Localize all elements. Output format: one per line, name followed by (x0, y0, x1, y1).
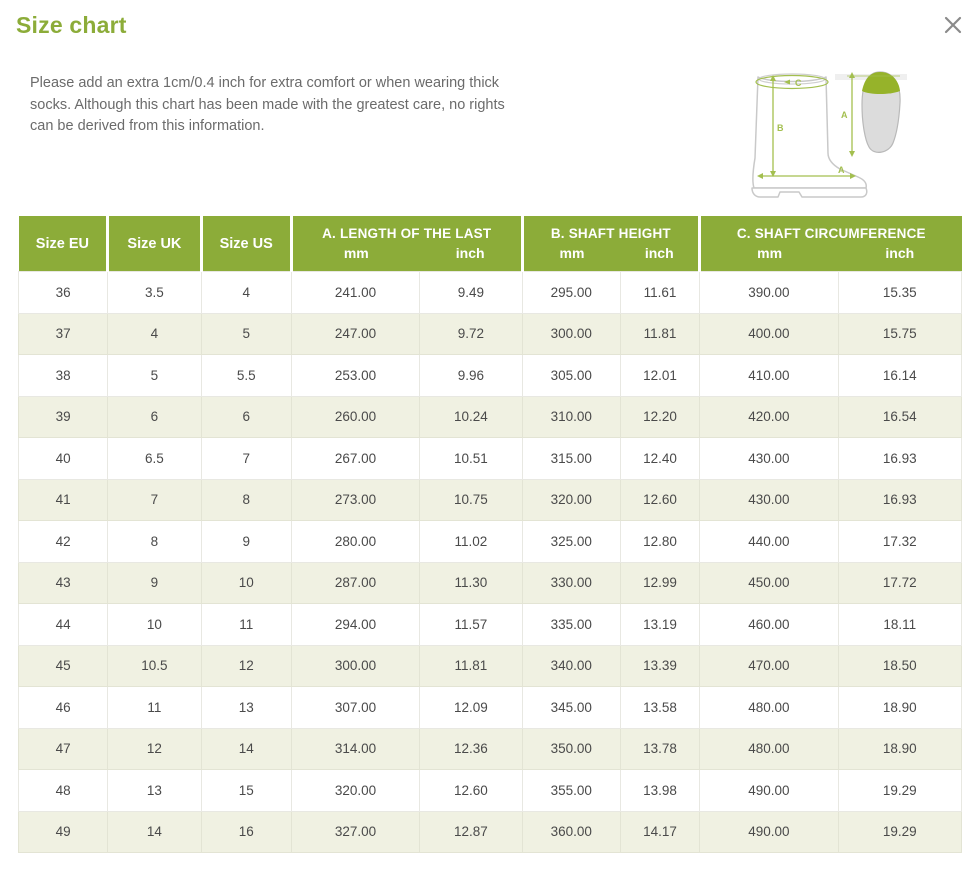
cell: 12.87 (420, 811, 522, 853)
cell: 11.81 (420, 645, 522, 687)
cell: 9.96 (420, 355, 522, 397)
cell: 241.00 (291, 272, 419, 314)
cell: 350.00 (522, 728, 620, 770)
cell: 5.5 (201, 355, 291, 397)
cell: 315.00 (522, 438, 620, 480)
cell: 430.00 (700, 438, 838, 480)
cell: 360.00 (522, 811, 620, 853)
cell: 39 (19, 396, 108, 438)
cell: 13.98 (620, 770, 699, 812)
table-row (19, 687, 962, 729)
boot-measurement-diagram (740, 63, 972, 208)
cell: 355.00 (522, 770, 620, 812)
column-header-length-mm: mm (291, 243, 419, 272)
cell: 11 (201, 604, 291, 646)
cell: 320.00 (522, 479, 620, 521)
column-group-shaft-height: B. SHAFT HEIGHT (522, 216, 700, 243)
table-row (19, 728, 962, 770)
cell: 300.00 (291, 645, 419, 687)
cell: 13 (201, 687, 291, 729)
cell: 16 (201, 811, 291, 853)
table-row (19, 272, 962, 314)
table-row (19, 396, 962, 438)
cell: 48 (19, 770, 108, 812)
cell: 42 (19, 521, 108, 563)
cell: 8 (201, 479, 291, 521)
table-row (19, 604, 962, 646)
table-row (19, 521, 962, 563)
cell: 18.90 (838, 728, 961, 770)
table-row (19, 313, 962, 355)
measure-a-label: A (838, 165, 845, 175)
cell: 267.00 (291, 438, 419, 480)
boot-outline (753, 77, 866, 188)
cell: 18.11 (838, 604, 961, 646)
cell: 13 (108, 770, 201, 812)
cell: 5 (201, 313, 291, 355)
cell: 13.78 (620, 728, 699, 770)
column-header-size-uk: Size UK (108, 216, 201, 272)
cell: 3.5 (108, 272, 201, 314)
cell: 15.35 (838, 272, 961, 314)
cell: 10.75 (420, 479, 522, 521)
column-header-size-us: Size US (201, 216, 291, 272)
cell: 15 (201, 770, 291, 812)
cell: 320.00 (291, 770, 419, 812)
cell: 4 (108, 313, 201, 355)
cell: 430.00 (700, 479, 838, 521)
cell: 12.09 (420, 687, 522, 729)
cell: 43 (19, 562, 108, 604)
cell: 18.50 (838, 645, 961, 687)
cell: 9 (201, 521, 291, 563)
sole-a-label: A (841, 110, 848, 120)
cell: 44 (19, 604, 108, 646)
cell: 253.00 (291, 355, 419, 397)
column-header-size-eu: Size EU (19, 216, 108, 272)
cell: 12.60 (420, 770, 522, 812)
cell: 295.00 (522, 272, 620, 314)
cell: 37 (19, 313, 108, 355)
cell: 490.00 (700, 770, 838, 812)
cell: 12.20 (620, 396, 699, 438)
cell: 10.24 (420, 396, 522, 438)
table-row (19, 438, 962, 480)
cell: 12.80 (620, 521, 699, 563)
cell: 19.29 (838, 811, 961, 853)
cell: 14 (201, 728, 291, 770)
cell: 9 (108, 562, 201, 604)
cell: 11.81 (620, 313, 699, 355)
cell: 307.00 (291, 687, 419, 729)
cell: 11.57 (420, 604, 522, 646)
column-group-length-of-last: A. LENGTH OF THE LAST (291, 216, 522, 243)
cell: 11 (108, 687, 201, 729)
cell: 470.00 (700, 645, 838, 687)
cell: 36 (19, 272, 108, 314)
cell: 4 (201, 272, 291, 314)
intro-section (0, 63, 980, 211)
cell: 460.00 (700, 604, 838, 646)
cell: 15.75 (838, 313, 961, 355)
table-row (19, 770, 962, 812)
measure-c-label: C (795, 78, 802, 88)
cell: 11.02 (420, 521, 522, 563)
cell: 410.00 (700, 355, 838, 397)
cell: 273.00 (291, 479, 419, 521)
cell: 305.00 (522, 355, 620, 397)
cell: 40 (19, 438, 108, 480)
cell: 10 (201, 562, 291, 604)
cell: 12.99 (620, 562, 699, 604)
cell: 17.32 (838, 521, 961, 563)
note-text: Please add an extra 1cm/0.4 inch for extra comfort or when wearing thick socks. Although this chart has been made with the greatest care, no rights can be derived from this information. (30, 75, 505, 134)
cell: 325.00 (522, 521, 620, 563)
cell: 13.39 (620, 645, 699, 687)
cell: 46 (19, 687, 108, 729)
cell: 8 (108, 521, 201, 563)
cell: 330.00 (522, 562, 620, 604)
cell: 327.00 (291, 811, 419, 853)
cell: 16.93 (838, 438, 961, 480)
column-header-circumference-inch: inch (838, 243, 961, 272)
cell: 260.00 (291, 396, 419, 438)
cell: 12.01 (620, 355, 699, 397)
measure-b-label: B (777, 123, 784, 133)
cell: 49 (19, 811, 108, 853)
cell: 7 (108, 479, 201, 521)
table-body (19, 272, 962, 853)
cell: 6 (108, 396, 201, 438)
cell: 12 (108, 728, 201, 770)
cell: 450.00 (700, 562, 838, 604)
close-button[interactable] (940, 12, 966, 38)
cell: 6 (201, 396, 291, 438)
cell: 19.29 (838, 770, 961, 812)
table-row (19, 479, 962, 521)
cell: 310.00 (522, 396, 620, 438)
cell: 14.17 (620, 811, 699, 853)
column-header-height-mm: mm (522, 243, 620, 272)
size-chart-table (18, 216, 962, 853)
cell: 480.00 (700, 728, 838, 770)
boot-sole-outline (752, 188, 867, 197)
table-row (19, 645, 962, 687)
cell: 18.90 (838, 687, 961, 729)
cell: 12 (201, 645, 291, 687)
cell: 12.36 (420, 728, 522, 770)
cell: 390.00 (700, 272, 838, 314)
cell: 440.00 (700, 521, 838, 563)
cell: 345.00 (522, 687, 620, 729)
cell: 16.14 (838, 355, 961, 397)
cell: 13.19 (620, 604, 699, 646)
cell: 400.00 (700, 313, 838, 355)
cell: 47 (19, 728, 108, 770)
cell: 9.72 (420, 313, 522, 355)
close-icon (942, 14, 964, 36)
cell: 16.54 (838, 396, 961, 438)
cell: 17.72 (838, 562, 961, 604)
cell: 340.00 (522, 645, 620, 687)
cell: 280.00 (291, 521, 419, 563)
cell: 10.5 (108, 645, 201, 687)
cell: 300.00 (522, 313, 620, 355)
cell: 12.40 (620, 438, 699, 480)
cell: 11.61 (620, 272, 699, 314)
page-title: Size chart (16, 12, 127, 38)
cell: 335.00 (522, 604, 620, 646)
cell: 14 (108, 811, 201, 853)
column-header-height-inch: inch (620, 243, 699, 272)
cell: 7 (201, 438, 291, 480)
table-header (19, 216, 962, 272)
column-header-circumference-mm: mm (700, 243, 838, 272)
cell: 13.58 (620, 687, 699, 729)
table-row (19, 355, 962, 397)
column-header-length-inch: inch (420, 243, 522, 272)
column-group-shaft-circumference: C. SHAFT CIRCUMFERENCE (700, 216, 962, 243)
table-row (19, 562, 962, 604)
cell: 9.49 (420, 272, 522, 314)
cell: 38 (19, 355, 108, 397)
cell: 10 (108, 604, 201, 646)
cell: 314.00 (291, 728, 419, 770)
cell: 5 (108, 355, 201, 397)
cell: 287.00 (291, 562, 419, 604)
cell: 10.51 (420, 438, 522, 480)
cell: 294.00 (291, 604, 419, 646)
cell: 11.30 (420, 562, 522, 604)
cell: 480.00 (700, 687, 838, 729)
cell: 12.60 (620, 479, 699, 521)
cell: 45 (19, 645, 108, 687)
sole-a-arrow-bottom (849, 151, 855, 157)
cell: 41 (19, 479, 108, 521)
modal-header (0, 0, 980, 39)
cell: 247.00 (291, 313, 419, 355)
cell: 420.00 (700, 396, 838, 438)
cell: 6.5 (108, 438, 201, 480)
table-row (19, 811, 962, 853)
cell: 490.00 (700, 811, 838, 853)
cell: 16.93 (838, 479, 961, 521)
